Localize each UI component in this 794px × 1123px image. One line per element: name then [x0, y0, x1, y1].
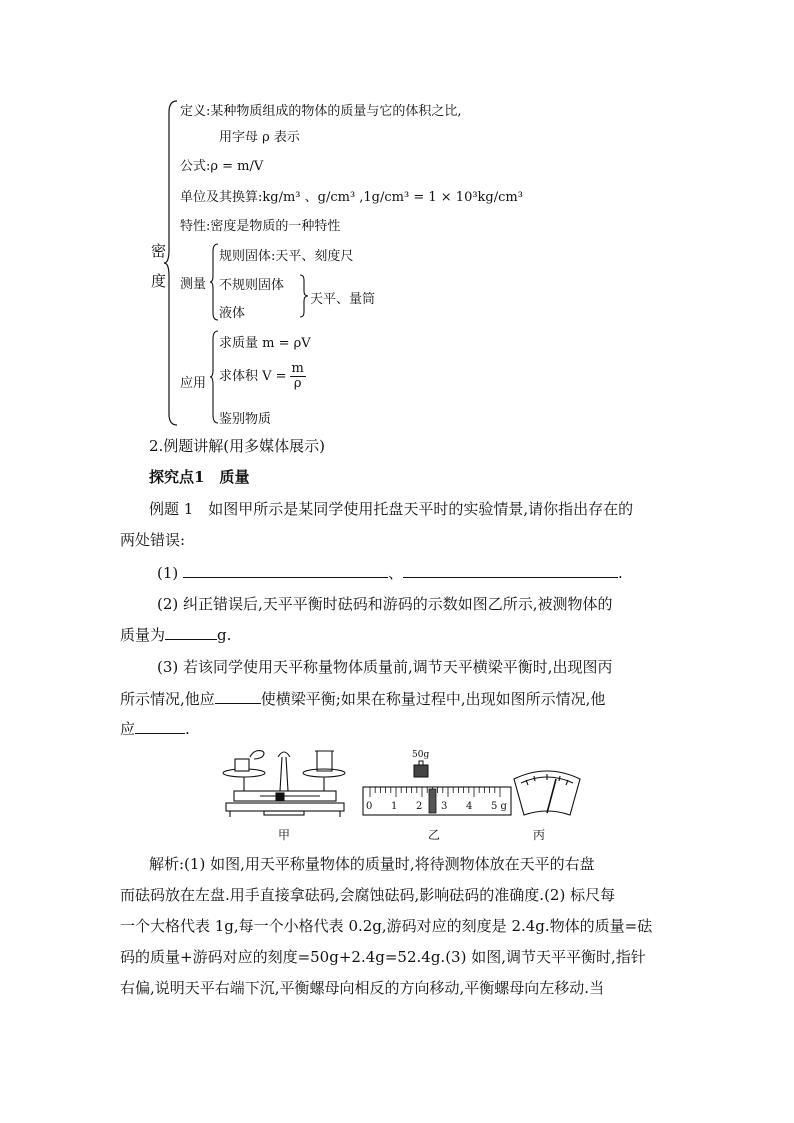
outline-definition-2: 用字母 ρ 表示 — [219, 130, 300, 145]
weight-label: 50g — [412, 750, 430, 760]
analysis-line-1: 解析:(1) 如图,用天平称量物体的质量时,将待测物体放在天平的右盘 — [149, 855, 595, 873]
example-q3-line-2 — [120, 688, 605, 709]
outline-units: 单位及其换算:kg/m³ 、g/cm³ ,1g/cm³ = 1 × 10³kg/cm³ — [180, 190, 523, 205]
q1-prefix: (1) — [157, 564, 179, 582]
outline-measure-regular: 规则固体:天平、刻度尺 — [219, 249, 354, 264]
analysis-line-4: 码的质量+游码对应的刻度=50g+2.4g=52.4g.(3) 如图,调节天平平衡时,指针 — [120, 948, 646, 966]
outline-measure-liquid: 液体 — [219, 306, 246, 321]
example-q1 — [157, 562, 623, 583]
analysis-line-3: 一个大格代表 1g,每一个小格代表 0.2g,游码对应的刻度是 2.4g.物体的质量=砝 — [120, 917, 653, 935]
outline-apply-identify: 鉴别物质 — [219, 412, 272, 427]
q1-end: . — [618, 564, 623, 582]
example-q2-line-1: (2) 纠正错误后,天平平衡时砝码和游码的示数如图乙所示,被测物体的 — [157, 595, 613, 613]
caption-a: 甲 — [278, 828, 291, 842]
outline-apply-mass: 求质量 m = ρV — [219, 336, 311, 351]
example-q2-line-2 — [120, 624, 231, 645]
outline-measure-label: 测量 — [180, 277, 207, 292]
q1-separator: 、 — [388, 564, 404, 582]
outline-brace-measure — [209, 243, 219, 321]
outline-apply-volume-prefix: 求体积 V = — [219, 369, 287, 384]
weight-icon — [412, 760, 430, 778]
q3-blank-2[interactable] — [135, 721, 185, 734]
caption-c: 丙 — [533, 828, 546, 842]
explore-title: 探究点1 质量 — [149, 468, 250, 486]
q3-text-a: 所示情况,他应 — [120, 690, 215, 708]
outline-root-label: 密度 — [151, 242, 167, 290]
volume-fraction-denominator: ρ — [293, 376, 302, 391]
outline-brace-tools — [299, 274, 309, 318]
q3-blank-1[interactable] — [215, 691, 261, 704]
ruler-tick-label: 1 — [391, 801, 398, 812]
q3-text-c: 应 — [120, 720, 136, 738]
outline-measure-irregular: 不规则固体 — [219, 278, 285, 293]
pointer-dial — [512, 767, 582, 821]
example-q3-line-3 — [120, 718, 190, 739]
q2-suffix: g. — [217, 626, 232, 644]
section-title: 2.例题讲解(用多媒体展示) — [149, 437, 326, 455]
balance-illustration — [220, 745, 350, 821]
ruler-tick-label: 5 g — [491, 801, 507, 812]
analysis-line-2: 而砝码放在左盘.用手直接拿砝码,会腐蚀砝码,影响砝码的准确度.(2) 标尺每 — [120, 886, 616, 904]
q2-prefix: 质量为 — [120, 626, 166, 644]
ruler-tick-label: 3 — [441, 801, 448, 812]
outline-formula: 公式:ρ = m/V — [180, 159, 264, 174]
outline-definition-1: 定义:某种物质组成的物体的质量与它的体积之比, — [180, 104, 462, 119]
ruler-scale — [362, 785, 512, 817]
q3-text-b: 使横梁平衡;如果在称量过程中,出现如图所示情况,他 — [260, 690, 606, 708]
example-line-1: 例题 1 如图甲所示是某同学使用托盘天平时的实验情景,请你指出存在的 — [149, 500, 634, 518]
example-line-2: 两处错误: — [120, 531, 186, 549]
outline-brace-apply — [209, 330, 219, 424]
ruler-tick-label: 0 — [366, 801, 373, 812]
volume-fraction-numerator: m — [291, 361, 304, 376]
outline-measure-tools: 天平、量筒 — [310, 292, 376, 307]
caption-b: 乙 — [428, 828, 441, 842]
q1-blank-2[interactable] — [403, 565, 618, 578]
outline-apply-volume — [219, 362, 306, 391]
outline-property: 特性:密度是物质的一种特性 — [180, 219, 341, 234]
example-q3-line-1: (3) 若该同学使用天平称量物体质量前,调节天平横梁平衡时,出现图丙 — [157, 658, 613, 676]
q2-blank[interactable] — [165, 627, 217, 640]
analysis-line-5: 右偏,说明天平右端下沉,平衡螺母向相反的方向移动,平衡螺母向左移动.当 — [120, 979, 605, 997]
ruler-tick-label: 2 — [416, 801, 423, 812]
q1-blank-1[interactable] — [183, 565, 388, 578]
ruler-tick-label: 4 — [466, 801, 473, 812]
volume-fraction — [290, 362, 306, 391]
q3-text-d: . — [185, 720, 190, 738]
outline-apply-label: 应用 — [180, 376, 207, 391]
